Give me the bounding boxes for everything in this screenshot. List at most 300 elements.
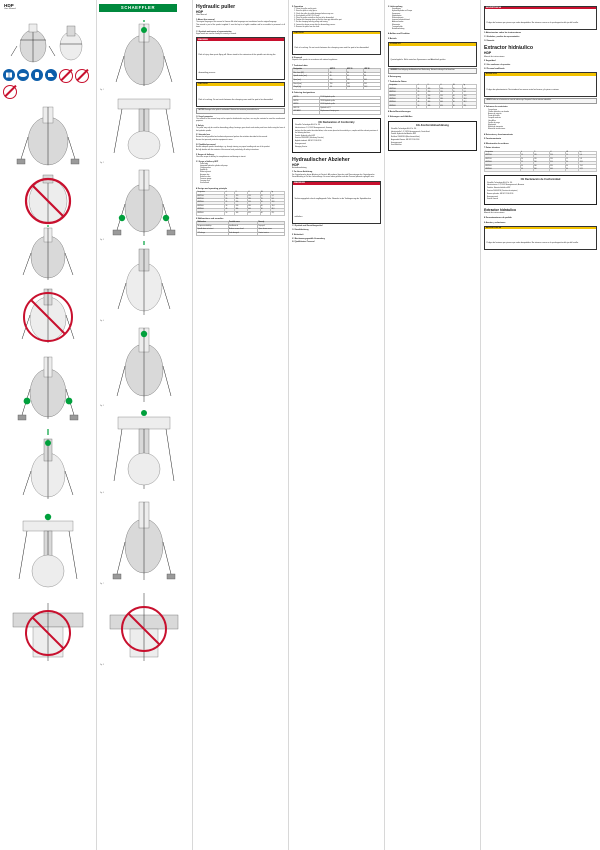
list-item: • Manómetro bbox=[488, 125, 597, 127]
spec-cell: 210 bbox=[439, 88, 452, 91]
es-section-heading-5: 5 Funcionamiento bbox=[484, 138, 502, 141]
spec-cell: 150 bbox=[235, 198, 248, 201]
list-item: • Maletín de transporte bbox=[488, 127, 597, 129]
figure-puller-overview bbox=[3, 103, 93, 173]
ce-address: Industriestrasse 1–3, 91074 Herzogenaurach, Germany bbox=[295, 127, 333, 129]
de-section-heading-6: 6 Entsorgung bbox=[388, 76, 401, 79]
column-english-continued bbox=[289, 0, 384, 850]
de-section-heading-8: 8 Bestellbezeichnungen bbox=[388, 111, 411, 114]
safety-gloves-icon bbox=[31, 69, 43, 81]
spec-cell: 60 bbox=[452, 102, 463, 105]
spec-cell: 230 bbox=[439, 91, 452, 94]
spec-cell: 150 bbox=[427, 91, 440, 94]
spec-cell: 12,8 bbox=[271, 202, 285, 205]
warning-level: VORSICHT bbox=[389, 43, 476, 46]
list-item: • Hexagon key bbox=[200, 175, 285, 177]
table-cell: 5,4 bbox=[329, 86, 346, 90]
spec-cell: 330 bbox=[439, 98, 452, 101]
spec-cell: 15 bbox=[565, 155, 579, 158]
list-item: • Manometer bbox=[392, 25, 477, 27]
table-cell: 60 kN hydraulic puller bbox=[320, 103, 381, 107]
notice-text: Damage to the puller if overloaded. Observe the maximum permissible force. bbox=[204, 110, 260, 112]
page-subtitle: User Manual bbox=[4, 8, 16, 10]
warning-box-3 bbox=[292, 31, 381, 56]
table-cell: HDP15 bbox=[293, 96, 320, 100]
spanish-title: Extractor hidráulico bbox=[484, 45, 534, 52]
table-cell: 65 bbox=[346, 76, 363, 80]
spec-cell: 13,4 bbox=[579, 165, 597, 168]
spec-cell: 5,8 bbox=[579, 158, 597, 161]
section-heading-2: 2 Safety bbox=[196, 125, 204, 128]
spec-cell: 5,4 bbox=[579, 155, 597, 158]
figure-puller-detail-1 bbox=[3, 225, 93, 285]
ce-title: EG-Konformitätserklärung bbox=[416, 124, 449, 128]
warning-level: CAUTION bbox=[293, 32, 380, 35]
table-cell: Reach [mm] bbox=[293, 83, 329, 87]
section-para: Dispose of the product in accordance with national regulations. bbox=[292, 60, 338, 62]
spec-cell: HDP15-A bbox=[389, 88, 417, 91]
list-item: 9. Remove the puller from the shaft. bbox=[296, 27, 381, 29]
list-item: • Reduziereinsatz bbox=[392, 18, 477, 20]
figure-assembly-5 bbox=[100, 322, 189, 407]
list-item: 5. Place the puller centrally on the part to be dismantled. bbox=[296, 18, 381, 20]
spec-cell: 15 bbox=[417, 88, 427, 91]
figure-assembly-8 bbox=[100, 585, 189, 666]
ce-manufacturer: Schaeffler Technologies AG & Co. KG bbox=[295, 125, 321, 127]
ce-signature: Director General bbox=[487, 199, 499, 201]
spec-cell: 300 bbox=[533, 168, 549, 171]
spec-cell: 30 bbox=[260, 205, 271, 208]
spec-header: kg bbox=[463, 85, 477, 88]
table-cell: Weight [kg] bbox=[293, 86, 329, 90]
column-figures bbox=[97, 0, 192, 850]
spec-cell: HDP30-B bbox=[485, 165, 521, 168]
spanish-doc-kind: Manual de instrucciones bbox=[484, 55, 505, 58]
list-item: 6. Position the clamping arms so that the claws grip behind the part. bbox=[296, 20, 381, 22]
brand-logo bbox=[99, 4, 177, 12]
es-section-heading-7: 7 Datos técnicos bbox=[484, 147, 500, 150]
figure-assembly-7 bbox=[100, 494, 189, 585]
table-header: Remedy bbox=[257, 221, 284, 225]
column-pictograms bbox=[0, 0, 96, 850]
section-heading-1-1: 1.1 Symbols and means of representation bbox=[196, 30, 232, 33]
spec-cell: 5,4 bbox=[271, 195, 285, 198]
spec-cell: 240 bbox=[533, 165, 549, 168]
es-section-heading-1: 1 Advertencias sobre las instrucciones bbox=[484, 32, 522, 35]
table-cell: Seal damaged bbox=[228, 232, 257, 236]
figure-assembly-6 bbox=[100, 407, 189, 494]
spec-cell: HDP60-A bbox=[197, 208, 225, 211]
section-heading-8: 8 Ordering designations bbox=[292, 92, 316, 95]
warning-level: ATENCIÓN bbox=[485, 73, 596, 76]
ce-directive: Richtlinie 2006/42/EG (Maschinenrichtlinie) bbox=[391, 137, 420, 139]
spec-cell: HDP30-A bbox=[197, 202, 225, 205]
es-section-heading-1-2: 1.2 Garantía bbox=[484, 40, 495, 43]
no-loose-clothing-icon bbox=[59, 69, 73, 83]
ce-product: Product: Hydraulic puller HDP bbox=[295, 135, 315, 137]
spec-cell: 60 bbox=[260, 212, 271, 215]
spec-table-es bbox=[484, 151, 597, 172]
list-item: • Betriebsanleitung bbox=[392, 29, 477, 31]
list-item: • Spindle tip bbox=[200, 170, 285, 172]
warning-text: Quetschgefahr. Nicht zwischen Spannarme und Abziehteil greifen. bbox=[390, 58, 446, 61]
spec-cell: 30 bbox=[260, 202, 271, 205]
spec-cell: 24,3 bbox=[271, 208, 285, 211]
figure-assembly-1 bbox=[100, 20, 189, 91]
spec-header: Designation bbox=[197, 191, 225, 194]
list-item: • Casquillo reductor bbox=[488, 118, 597, 120]
figure-assembly-2 bbox=[100, 91, 189, 164]
es-warning-box-1 bbox=[484, 6, 597, 31]
no-hands-icon bbox=[3, 85, 17, 99]
warning-text: Risk of injury from parts flying off. Never stand in the extension of the spindle axis during the dismantling process. bbox=[198, 54, 276, 75]
table-header: Malfunction bbox=[197, 221, 229, 225]
spec-cell: 60 bbox=[452, 105, 463, 108]
spec-cell: 30 bbox=[520, 165, 533, 168]
warning-level: WARNING bbox=[197, 38, 284, 41]
table-cell: 310 bbox=[346, 79, 363, 83]
warning-box-1 bbox=[196, 37, 285, 80]
spec-cell: HDP30-B bbox=[389, 98, 417, 101]
brand-logo-text: SCHAEFFLER bbox=[120, 5, 156, 10]
ce-declaration-es bbox=[484, 175, 597, 205]
table-cell: HDP60 bbox=[293, 103, 320, 107]
spec-header: kN bbox=[565, 151, 579, 154]
spec-cell: 400 bbox=[247, 208, 260, 211]
table-cell: 50 bbox=[329, 76, 346, 80]
warning-level: WARNUNG bbox=[293, 182, 380, 185]
figure-puller-detail-4 bbox=[3, 429, 93, 509]
ce-standards: Normas aplicadas: EN ISO 12100:2010 bbox=[487, 193, 514, 195]
spec-cell: 40 bbox=[225, 208, 235, 211]
spanish-title-repeat: Extractor hidráulico bbox=[484, 208, 517, 213]
figure-puller-detail-5 bbox=[3, 509, 93, 593]
list-item: • Pressure gauge bbox=[200, 179, 285, 181]
table-cell: 30 kN hydraulic puller bbox=[320, 100, 381, 104]
de-section-heading-5: 5 Betrieb bbox=[388, 37, 397, 40]
de-warning-box-2 bbox=[388, 42, 477, 67]
ce-title: CE Declaración de Conformidad bbox=[520, 178, 561, 182]
de-section-heading-2-2: 2.2 Qualifiziertes Personal bbox=[292, 241, 315, 244]
spec-cell: 200 bbox=[235, 202, 248, 205]
list-item: • Brazos de sujeción bbox=[488, 114, 597, 116]
warning-text: Peligro de lesiones por piezas que salen despedidas. No situarse nunca en la prolongación del eje del husillo. bbox=[486, 22, 579, 25]
ce-directive: Directive 2006/42/EC (Machinery Directive) bbox=[295, 138, 324, 140]
spec-cell: 15 bbox=[452, 91, 463, 94]
spec-cell: HDP60-A bbox=[389, 102, 417, 105]
list-item: 3. Check the puller for visible damage before every use. bbox=[296, 14, 381, 16]
list-item: • Llave Allen bbox=[488, 121, 597, 123]
section-heading-9: 9 Malfunctions and remedies bbox=[196, 217, 224, 220]
de-section-heading-4: 4 Aufbau und Funktion bbox=[388, 33, 410, 36]
spec-header: Designation bbox=[485, 151, 521, 154]
de-section-heading-2-1: 2.1 Bestimmungsgemäße Verwendung bbox=[292, 237, 325, 240]
table-cell: Span [mm] bbox=[293, 79, 329, 83]
list-item: • Carrying case bbox=[200, 181, 285, 183]
es-section-heading-4: 4 Estructura y funcionamiento bbox=[484, 133, 513, 136]
section-para: Check the scope of delivery for completeness and damage in transit. bbox=[196, 157, 246, 159]
spec-cell: 13,4 bbox=[271, 205, 285, 208]
table-cell: Spindle does not retract bbox=[197, 229, 229, 233]
notice-text: Beschädigung des Abziehers bei Überlastung. Maximal zulässige Kraft beachten. bbox=[397, 70, 456, 72]
ce-standards: Applied standards: EN ISO 12100:2010 bbox=[295, 141, 322, 143]
spec-cell: HDP15-B bbox=[389, 91, 417, 94]
warning-text: Verletzungsgefahr durch wegfliegende Teile. Niemals in der Verlängerung der Spindelachse aufhalten. bbox=[294, 197, 372, 218]
table-cell: Oil leakage bbox=[197, 232, 229, 236]
table-cell: 150 bbox=[329, 83, 346, 87]
spec-cell: 60 bbox=[260, 208, 271, 211]
spec-cell: HDP30-B bbox=[197, 205, 225, 208]
section-heading-2-2: 2.2 Qualified personnel bbox=[196, 143, 216, 146]
spec-header: H bbox=[247, 191, 260, 194]
spec-cell: 120 bbox=[427, 88, 440, 91]
spec-cell: 15 bbox=[565, 158, 579, 161]
list-item: 2. Store the puller in a dry place. bbox=[296, 11, 381, 13]
list-item: • Innensechskantschlüssel bbox=[392, 20, 477, 22]
spec-cell: 15 bbox=[225, 195, 235, 198]
malfunction-table-en bbox=[196, 221, 285, 236]
spec-cell: 50 bbox=[417, 105, 427, 108]
spec-header: Designation bbox=[389, 85, 417, 88]
spec-cell: 30 bbox=[452, 98, 463, 101]
table-cell: 210 bbox=[329, 79, 346, 83]
es-section-heading-2: 2 Seguridad bbox=[484, 60, 496, 63]
table-header: HDP 30 bbox=[346, 68, 363, 72]
section-heading-7: 7 Technical data bbox=[292, 64, 308, 67]
de-section-heading-7: 7 Technische Daten bbox=[388, 80, 407, 83]
list-item: • Spannarme bbox=[392, 14, 477, 16]
table-cell: 24,3 bbox=[363, 86, 380, 90]
es-section-heading-2-1: 2.1 Uso conforme a lo previsto bbox=[484, 64, 511, 67]
spec-cell: 400 bbox=[439, 102, 452, 105]
spec-cell: 5,4 bbox=[463, 88, 477, 91]
spec-header: kN bbox=[452, 85, 463, 88]
safety-shoes-icon bbox=[45, 69, 57, 81]
es-section-heading-2-2: 2.2 Personal cualificado bbox=[484, 68, 505, 71]
spec-cell: 230 bbox=[247, 198, 260, 201]
spec-cell: 30 bbox=[565, 165, 579, 168]
spec-cell: HDP30-A bbox=[389, 95, 417, 98]
no-standing-in-axis-icon bbox=[75, 69, 89, 83]
table-cell: Hydraulic oil, 1 l bbox=[320, 107, 381, 111]
delivery-list-es bbox=[488, 110, 597, 132]
table-header: HDP 15 bbox=[329, 68, 346, 72]
figure-assembly-3 bbox=[100, 164, 189, 241]
spec-header: kg bbox=[579, 151, 597, 154]
section-para: Ensure that only qualified and authorised personnel perform the activities described in this manual. bbox=[196, 137, 268, 139]
section-heading-2-1: 2.1 Intended use bbox=[196, 134, 211, 137]
spec-cell: HDP60-B bbox=[197, 212, 225, 215]
spec-cell: 150 bbox=[533, 158, 549, 161]
list-item: • Puller body bbox=[200, 164, 285, 166]
table-cell: 15 kN hydraulic puller bbox=[320, 96, 381, 100]
ce-declaration-de bbox=[388, 121, 477, 151]
list-item: • Hydraulikzylinder mit Pumpe bbox=[392, 11, 477, 13]
spec-cell: 240 bbox=[235, 205, 248, 208]
german-doc-kind: Betriebsanleitung bbox=[292, 166, 307, 169]
notice-level: AVISO bbox=[486, 100, 492, 102]
table-cell: 60 bbox=[363, 72, 380, 76]
ce-address: Industriestrasse 1–3, 91074 Herzogenaurach, Alemania bbox=[487, 185, 525, 187]
list-item: • Punta del husillo bbox=[488, 116, 597, 118]
table-cell: Insufficient oil bbox=[228, 225, 257, 229]
ordering-table-en bbox=[292, 96, 381, 115]
spec-header: d bbox=[520, 151, 533, 154]
spec-cell: 40 bbox=[417, 102, 427, 105]
ce-signature: Geschäftsführer bbox=[391, 145, 402, 147]
ce-standards: Angewandte Normen: EN ISO 12100:2010 bbox=[391, 139, 420, 141]
de-section-para: Die Originalsprache dieser Anleitung ist Deutsch. Alle anderen Sprachen sind Übersetzungen der Originalsprache. bbox=[292, 174, 375, 176]
es-section-heading-8: 8 Denominaciones de pedido bbox=[484, 216, 512, 219]
spec-header: H bbox=[549, 151, 565, 154]
table-cell: 230 bbox=[346, 83, 363, 87]
spec-cell: 300 bbox=[427, 102, 440, 105]
section-para: The contents of this manual may not be copied or distributed in any form, nor may the contents be used for unauthorised purposes. bbox=[196, 118, 285, 122]
german-title: Hydraulischer Abzieher bbox=[292, 156, 350, 163]
ce-declaration-en bbox=[292, 118, 381, 153]
es-section-heading-3: 3 Volumen de suministro bbox=[484, 106, 508, 109]
spec-header: D bbox=[533, 151, 549, 154]
list-item: • Ablassschraube bbox=[392, 22, 477, 24]
list-item: • Spindelspitze bbox=[392, 16, 477, 18]
ce-signature: Managing Director bbox=[295, 146, 308, 148]
spec-cell: 12,8 bbox=[463, 95, 477, 98]
spec-cell: 25 bbox=[520, 161, 533, 164]
figure-prohibition-1 bbox=[3, 20, 93, 66]
spec-cell: 20 bbox=[225, 198, 235, 201]
section-heading-1: 1 About the manual bbox=[196, 18, 215, 21]
list-item: • Tornillo de purga bbox=[488, 123, 597, 125]
spec-header: D bbox=[427, 85, 440, 88]
list-item: • User manual bbox=[200, 183, 285, 185]
spec-cell: 25,1 bbox=[463, 105, 477, 108]
table-cell: 80 bbox=[363, 76, 380, 80]
table-cell: 300 bbox=[363, 83, 380, 87]
spanish-doc-kind-repeat: Manual de instrucciones bbox=[484, 212, 505, 215]
section-heading-3: 3 Scope of delivery bbox=[196, 153, 215, 156]
table-cell: 15 bbox=[329, 72, 346, 76]
de-section-heading-3: 3 Lieferumfang bbox=[388, 6, 403, 8]
es-notice-box bbox=[484, 98, 597, 104]
figure-puller-detail-2 bbox=[3, 285, 93, 349]
ce-product: Producto: Extractor hidráulico HDP bbox=[487, 188, 511, 190]
ce-title: CE Declaration of Conformity bbox=[318, 120, 355, 124]
list-item: • Manual de instrucciones bbox=[488, 129, 597, 131]
section-para: The puller may only be used for dismantling pulleys, bearings, gear wheels and similar parts from shafts using the force of the hydraulic spindle. bbox=[196, 128, 285, 132]
table-cell: Release screw closed bbox=[228, 229, 257, 233]
spec-cell: 400 bbox=[549, 168, 565, 171]
figure-caption: Fig. 8 bbox=[100, 665, 104, 666]
spec-cell: HDP30-A bbox=[485, 161, 521, 164]
figure-assembly-4 bbox=[100, 241, 189, 322]
technical-data-table-en bbox=[292, 68, 381, 91]
section-para: Signal words are used to classify the severity of hazard. bbox=[196, 33, 237, 35]
eye-protection-icon bbox=[17, 69, 29, 81]
figure-prohibition-2 bbox=[3, 173, 93, 225]
table-cell: Top up oil bbox=[257, 225, 284, 229]
spec-cell: 310 bbox=[247, 202, 260, 205]
ce-place: Herzogenaurach bbox=[295, 143, 307, 145]
section-para: This manual is part of the product supplied. It must be kept in a legible condition and be accessible to personnel at all times. bbox=[196, 24, 285, 29]
de-section-heading-1-1: 1.1 Symbole und Darstellungsmittel bbox=[292, 225, 323, 228]
spec-cell: 25 bbox=[417, 95, 427, 98]
ce-manufacturer: Schaeffler Technologies AG & Co. KG bbox=[391, 128, 417, 130]
english-subtitle: HDP bbox=[196, 10, 204, 14]
spec-header: kN bbox=[260, 191, 271, 194]
table-cell: Replacement clamping arm bbox=[320, 111, 381, 115]
es-section-heading-1-1: 1.1 Símbolos y medios de representación bbox=[484, 36, 520, 39]
list-item: • Cuerpo base bbox=[488, 110, 597, 112]
list-item: 8. Loosen the release screw after the dismantling process. bbox=[296, 25, 381, 27]
es-section-heading-9: 9 Averías y soluciones bbox=[484, 221, 506, 224]
notice-box bbox=[196, 108, 285, 114]
spec-cell: HDP15-B bbox=[485, 158, 521, 161]
table-cell: Contact service bbox=[257, 232, 284, 236]
spec-cell: 30 bbox=[565, 161, 579, 164]
de-section-heading-9: 9 Störungen und Abhilfen bbox=[388, 115, 413, 118]
list-item: • Reducing insert bbox=[200, 172, 285, 174]
spec-cell: 420 bbox=[439, 105, 452, 108]
spec-header: kg bbox=[271, 191, 285, 194]
spec-cell: 330 bbox=[247, 205, 260, 208]
de-section-heading-1: 1 Zu dieser Anleitung bbox=[292, 171, 313, 174]
notice-text: Daños en el extractor en caso de sobrecarga. Respetar la fuerza máxima admisible. bbox=[491, 100, 552, 102]
ce-manufacturer: Schaeffler Technologies AG & Co. KG bbox=[487, 182, 513, 184]
list-item: 7. Set the clamping arms by pulling and turning. bbox=[296, 22, 381, 24]
es-warning-box-3 bbox=[484, 226, 597, 251]
spec-cell: 30 bbox=[225, 205, 235, 208]
table-cell: No pressure build-up bbox=[197, 225, 229, 229]
spec-cell: 13,4 bbox=[463, 98, 477, 101]
table-header: Designation bbox=[293, 68, 329, 72]
warning-level: ADVERTENCIA bbox=[485, 7, 596, 10]
spec-cell: 200 bbox=[427, 95, 440, 98]
es-section-heading-6: 6 Eliminación de residuos bbox=[484, 142, 509, 145]
ce-directive: Directiva 2006/42/CE (Directiva de máquinas) bbox=[487, 190, 518, 192]
spec-cell: 210 bbox=[247, 195, 260, 198]
spec-table-en bbox=[196, 191, 285, 216]
spec-cell: 15 bbox=[452, 88, 463, 91]
spec-cell: 120 bbox=[235, 195, 248, 198]
spec-table-de bbox=[388, 84, 477, 109]
spec-cell: HDP60-A bbox=[485, 168, 521, 171]
list-item: • Release screw bbox=[200, 177, 285, 179]
delivery-list-en bbox=[200, 164, 285, 186]
spec-cell: 240 bbox=[427, 98, 440, 101]
figure-puller-detail-3 bbox=[3, 349, 93, 429]
notice-level: HINWEIS bbox=[390, 70, 398, 72]
spec-cell: HDP60-B bbox=[389, 105, 417, 108]
es-warning-box-2 bbox=[484, 72, 597, 97]
warning-level: ADVERTENCIA bbox=[485, 227, 596, 230]
spec-cell: 30 bbox=[452, 95, 463, 98]
de-notice-box bbox=[388, 68, 477, 74]
section-para: Ensure adequate product knowledge, e.g. through training, on proper handling and use of the product. bbox=[196, 146, 271, 148]
table-header: HDP 60 bbox=[363, 68, 380, 72]
spec-cell: 20 bbox=[520, 158, 533, 161]
spec-cell: 340 bbox=[235, 212, 248, 215]
spec-cell: 15 bbox=[520, 155, 533, 158]
list-item: • Clamping arms bbox=[200, 168, 285, 170]
de-section-para: Diese Anleitung ist Teil des Lieferumfangs. Sie muss lesbar gehalten und dem Personal jederzeit zugänglich sein. bbox=[292, 177, 375, 179]
warning-text: Risk of crushing. Do not reach between the clamping arms and the part to be dismantled. bbox=[294, 47, 370, 50]
table-cell: HDP-ARM bbox=[293, 111, 320, 115]
spec-cell: 30 bbox=[417, 98, 427, 101]
section-heading-5: 5 Operation bbox=[292, 6, 304, 8]
list-item: 1. Clean the puller and its parts. bbox=[296, 9, 381, 11]
column-spanish-text bbox=[481, 0, 600, 850]
list-item: • Integrated hydraulic cylinder with pump bbox=[200, 166, 285, 168]
